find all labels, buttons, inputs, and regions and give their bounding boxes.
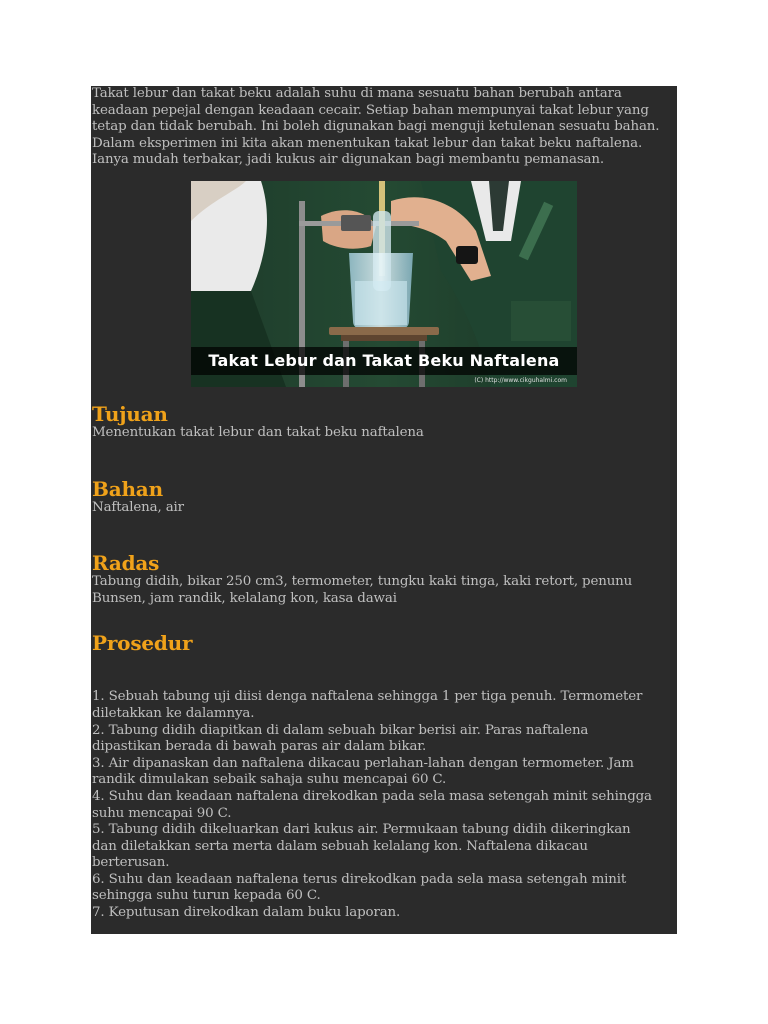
step-line: suhu mencapai 90 C. bbox=[92, 805, 232, 821]
heading-prosedur: Prosedur bbox=[92, 631, 193, 656]
heading-tujuan: Tujuan bbox=[92, 401, 168, 426]
step-line: dan diletakkan serta merta dalam sebuah kelalang kon. Naftalena dikacau bbox=[92, 838, 588, 854]
bahan-text: Naftalena, air bbox=[92, 499, 184, 515]
intro-line: keadaan pepejal dengan keadaan cecair. Setiap bahan mempunyai takat lebur yang bbox=[92, 102, 649, 118]
step-line: berterusan. bbox=[92, 855, 170, 871]
step-line: 3. Air dipanaskan dan naftalena dikacau perlahan-lahan dengan termometer. Jam bbox=[92, 755, 634, 771]
heading-bahan: Bahan bbox=[92, 476, 163, 501]
step-line: 7. Keputusan direkodkan dalam buku laporan. bbox=[92, 905, 401, 921]
intro-line: tetap dan tidak berubah. Ini boleh digunakan bagi menguji ketulenan sesuatu bahan. bbox=[92, 119, 660, 135]
intro-paragraph bbox=[92, 86, 677, 169]
step-line: 4. Suhu dan keadaan naftalena direkodkan pada sela masa setengah minit sehingga bbox=[92, 788, 652, 804]
photo-caption: Takat Lebur dan Takat Beku Naftalena bbox=[191, 347, 577, 375]
step-line: 2. Tabung didih diapitkan di dalam sebuah bikar berisi air. Paras naftalena bbox=[92, 722, 589, 738]
prosedur-steps bbox=[92, 689, 677, 921]
step-line: dipastikan berada di bawah paras air dalam bikar. bbox=[92, 739, 427, 755]
step-line: sehingga suhu turun kepada 60 C. bbox=[92, 888, 321, 904]
step-line: diletakkan ke dalamnya. bbox=[92, 705, 255, 721]
radas-line: Bunsen, jam randik, kelalang kon, kasa dawai bbox=[92, 590, 397, 606]
step-line: 6. Suhu dan keadaan naftalena terus direkodkan pada sela masa setengah minit bbox=[92, 871, 627, 887]
step-line: 1. Sebuah tabung uji diisi denga naftalena sehingga 1 per tiga penuh. Termometer bbox=[92, 689, 643, 705]
heading-radas: Radas bbox=[92, 551, 160, 576]
radas-line: Tabung didih, bikar 250 cm3, termometer, tungku kaki tinga, kaki retort, penunu bbox=[92, 574, 633, 590]
intro-line: Dalam eksperimen ini kita akan menentukan takat lebur dan takat beku naftalena. bbox=[92, 135, 643, 151]
tujuan-text: Menentukan takat lebur dan takat beku naftalena bbox=[92, 424, 424, 440]
step-line: 5. Tabung didih dikeluarkan dari kukus air. Permukaan tabung didih dikeringkan bbox=[92, 822, 631, 838]
intro-line: Takat lebur dan takat beku adalah suhu di mana sesuatu bahan berubah antara bbox=[92, 86, 622, 101]
radas-text bbox=[92, 574, 677, 607]
intro-line: Ianya mudah terbakar, jadi kukus air digunakan bagi membantu pemanasan. bbox=[92, 152, 604, 168]
photo-credit: (C) http://www.cikguhalmi.com bbox=[474, 376, 567, 384]
document-page bbox=[91, 86, 677, 934]
step-line: randik dimulakan sebaik sahaja suhu mencapai 60 C. bbox=[92, 772, 447, 788]
experiment-photo bbox=[191, 181, 577, 387]
